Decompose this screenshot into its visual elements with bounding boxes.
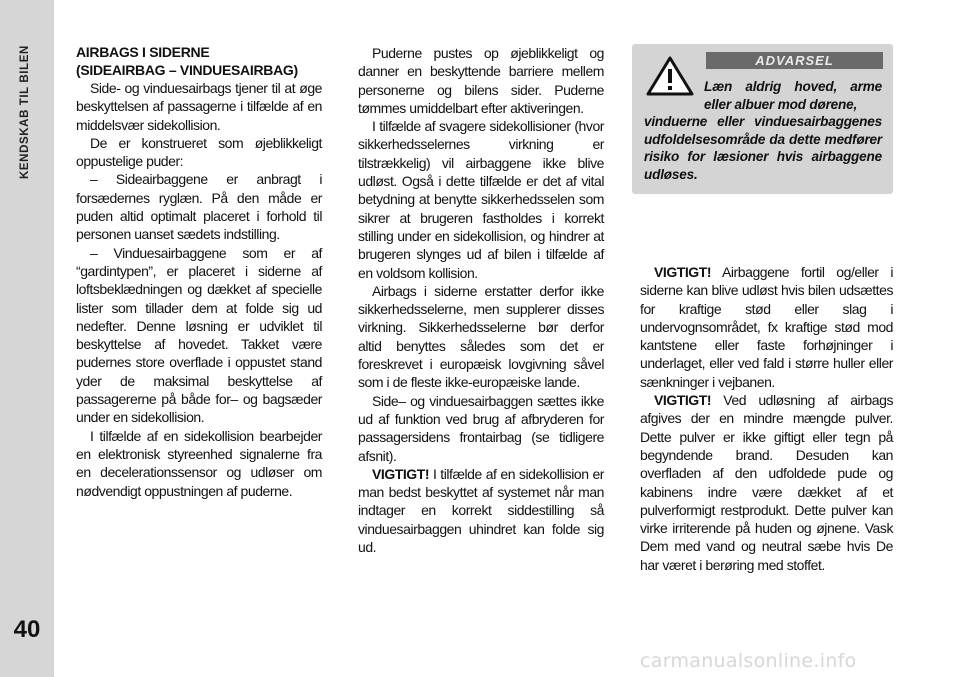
warning-box [632,44,893,194]
important-label: VIGTIGT! [654,392,712,409]
page-number: 40 [13,616,41,643]
paragraph: – Sideairbaggene er anbragt i forsædernes ryglæn. På den måde er puden altid optimalt placeret i forhold til personen uanset sædets indstilling. [76,171,322,243]
watermark: carmanualsonline.info [640,650,857,672]
warning-text [644,78,882,183]
paragraph-text: Ved udløsning af airbags afgives der en mindre mængde pulver. Dette pulver er ikke giftigt eller tegn på begyndende brand. Desuden kan overfladen af den udfoldede pude og kabinens indre være dækket af et pulverformigt restprodukt. Dette pulver kan virke irriterende på huden og øjnene. Vask Dem med vand og neutral sæbe hvis De har været i berøring med stoffet. [640,392,893,573]
paragraph: Puderne pustes op øjeblikkeligt og danner en beskyttende barriere mellem personerne og bilens sider. Puderne tømmes umiddelbart efter aktiveringen. [358,45,604,116]
paragraph [358,465,604,556]
section-heading [76,44,322,79]
warning-rest: vinduerne eller vinduesairbaggenes udfoldelsesområde da dette medfører risiko for læsioner hvis airbaggene udløses. [644,114,882,182]
heading-line-2: (SIDEAIRBAG – VINDUESAIRBAG) [76,61,298,78]
paragraph [640,391,893,574]
paragraph-text: I tilfælde af en sidekollision er man bedst beskyttet af systemet når man indtager en korrekt siddestilling så vinduesairbaggen uhindret kan folde sig ud. [358,465,604,556]
heading-line-1: AIRBAGS I SIDERNE [76,44,210,60]
important-label: VIGTIGT! [372,465,430,482]
paragraph [640,263,893,391]
column-2 [358,44,604,556]
paragraph: De er konstrueret som øjeblikkeligt oppustelige puder: [76,134,322,170]
paragraph: Airbags i siderne erstatter derfor ikke sikkerhedsselerne, men supplerer disses virkning. Sikkerhedsselerne bør derfor altid benyttes således som det er foreskrevet i europæisk lovgivning såvel som i de fleste ikke-europæiske lande. [358,282,604,391]
paragraph: I tilfælde af en sidekollision bearbejder en elektronisk styreenhed signalerne fra en decelerationssensor og udløser om nødvendigt oppustningen af puderne. [76,427,322,499]
warning-tag: ADVARSEL [706,52,883,69]
paragraph-text: Airbaggene fortil og/eller i siderne kan blive udløst hvis bilen udsættes for kraftige stød eller slag i undervognsområdet, fx kraftige stød mod kantstene eller faste forhøjninger i underlaget, eller ved fald i større huller eller sænkninger i vejbanen. [640,264,893,390]
column-3 [640,263,893,574]
paragraph: I tilfælde af svagere sidekollisioner (hvor sikkerhedsselernes virkning er tilstrækkelig) vil airbaggene ikke blive udløst. Også i dette tilfælde er det af vital betydning at benytte sikkerhedsselen som sikrer at brugeren fastholdes i korrekt stilling under en sidekollision, og hindrer at brugeren slynges ud af bilen i tilfælde af en voldsom kollision. [358,118,604,281]
section-title: KENDSKAB TIL BILEN [19,45,31,179]
column-1 [76,44,322,500]
important-label: VIGTIGT! [654,264,712,280]
warning-line-1: Læn aldrig hoved, arme eller albuer mod dørene, [704,79,882,112]
paragraph: Side– og vinduesairbaggen sættes ikke ud af funktion ved brug af afbryderen for passagersidens frontairbag (se tidligere afsnit). [358,392,604,464]
paragraph: – Vinduesairbaggene som er af “gardintypen”, er placeret i siderne af loftsbeklædningen og dækket af specielle lister som tillader dem at folde sig ud nedefter. Denne løsning er udviklet til beskyttelse af hovedet. Takket være pudernes store overflade i oppustet stand yder de maksimal beskyttelse af passagererne på både for– og bagsæder under en sidekollision. [76,244,322,426]
paragraph: Side- og vinduesairbags tjener til at øge beskyttelsen af passagerne i tilfælde af en middelsvær sidekollision. [76,80,322,133]
